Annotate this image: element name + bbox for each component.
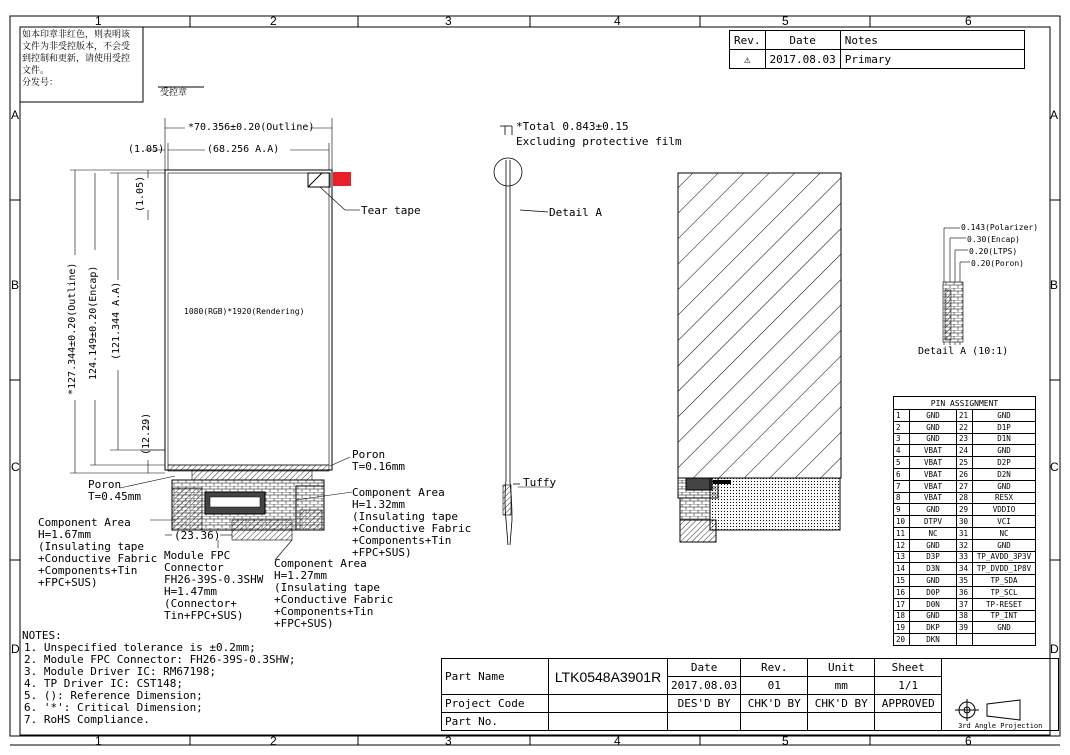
pin-signal: RESX (973, 492, 1036, 504)
pin-signal: D1P (973, 421, 1036, 433)
pin-number: 30 (957, 516, 973, 528)
zone-col-2-bottom: 2 (270, 734, 277, 748)
comp-mid-5: +Components+Tin (274, 605, 374, 618)
detail-layer-3: 0.20(LTPS) (969, 247, 1018, 256)
pin-signal: D2N (973, 468, 1036, 480)
zone-row-b: B (11, 278, 20, 292)
zone-row-a: A (11, 108, 20, 122)
note-4: 4. TP Driver IC: CST148; (24, 677, 183, 690)
pin-signal (973, 634, 1036, 646)
pin-number: 36 (957, 586, 973, 598)
zone-col-4: 4 (614, 14, 621, 28)
pin-number: 21 (957, 410, 973, 422)
pin-title: PIN ASSIGNMENT (894, 397, 1036, 410)
zone-col-1: 1 (95, 14, 102, 28)
tb-sheet: 1/1 (875, 677, 942, 695)
pin-row (894, 610, 1036, 622)
zone-row-d-right: D (1050, 642, 1059, 656)
project-code-label: Project Code (442, 695, 549, 713)
side-detail: Detail A (549, 206, 602, 219)
pin-row (894, 480, 1036, 492)
zone-col-5-bottom: 5 (782, 734, 789, 748)
projection-label: 3rd Angle Projection (942, 659, 1059, 731)
pin-row (894, 563, 1036, 575)
pin-signal: GND (910, 539, 957, 551)
notes-title: NOTES: (22, 629, 62, 642)
pin-number: 17 (894, 598, 910, 610)
zone-col-1-bottom: 1 (95, 734, 102, 748)
pin-row (894, 445, 1036, 457)
zone-col-3-bottom: 3 (445, 734, 452, 748)
pin-signal: D2P (973, 457, 1036, 469)
pin-signal: VDDIO (973, 504, 1036, 516)
fpc-front (192, 470, 312, 480)
tear-tape-red (333, 172, 351, 186)
pin-signal: TP_SCL (973, 586, 1036, 598)
fpc-conn-3: FH26-39S-0.3SHW (164, 573, 264, 586)
pin-number: 24 (957, 445, 973, 457)
zone-col-5: 5 (782, 14, 789, 28)
detail-caption: Detail A (10:1) (918, 346, 1009, 357)
pin-signal: D3N (910, 563, 957, 575)
rev-date: 2017.08.03 (765, 50, 840, 69)
pin-signal: GND (910, 410, 957, 422)
note-5: 5. (): Reference Dimension; (24, 689, 203, 702)
pin-number: 23 (957, 433, 973, 445)
comp-left-3: (Insulating tape (38, 540, 144, 553)
module-outline (165, 170, 332, 470)
pin-number: 9 (894, 504, 910, 516)
side-total: *Total 0.843±0.15 (516, 120, 629, 133)
pin-number: 10 (894, 516, 910, 528)
stamp-label: 受控章 (160, 88, 188, 98)
pin-row (894, 634, 1036, 646)
pin-signal: GND (973, 410, 1036, 422)
project-code-value (549, 695, 668, 713)
dim-left-offset: (1.05) (128, 144, 165, 155)
comp-left-4: +Conductive Fabric (38, 552, 158, 565)
pin-row (894, 586, 1036, 598)
sign-approved (875, 713, 942, 731)
pin-number: 22 (957, 421, 973, 433)
tb-unit-header: Unit (808, 659, 875, 677)
pin-signal: D1N (973, 433, 1036, 445)
pin-number: 33 (957, 551, 973, 563)
fpc-conn-2: Connector (164, 561, 224, 574)
side-excluding: Excluding protective film (516, 135, 682, 148)
pin-number: 12 (894, 539, 910, 551)
tb-sheet-header: Sheet (875, 659, 942, 677)
tb-rev: 01 (741, 677, 808, 695)
pin-number: 5 (894, 457, 910, 469)
pin-row (894, 575, 1036, 587)
zone-col-6-bottom: 6 (965, 734, 972, 748)
note-1: 1. Unspecified tolerance is ±0.2mm; (24, 641, 256, 654)
pin-number: 14 (894, 563, 910, 575)
pin-signal: DKN (910, 634, 957, 646)
poron-left-1: Poron (88, 478, 122, 491)
pin-row (894, 551, 1036, 563)
pin-number: 37 (957, 598, 973, 610)
pin-signal: D0P (910, 586, 957, 598)
pin-signal: GND (910, 421, 957, 433)
zone-row-c-right: C (1050, 460, 1059, 474)
zone-row-d: D (11, 642, 20, 656)
pin-row (894, 504, 1036, 516)
pin-row (894, 492, 1036, 504)
pin-number: 11 (894, 527, 910, 539)
detail-layer-1: 0.143(Polarizer) (961, 223, 1039, 232)
pin-number: 6 (894, 468, 910, 480)
part-name-label: Part Name (442, 659, 549, 695)
stamp-line-3: 到控制和更新，请使用受控 (22, 54, 131, 64)
side-tuffy: Tuffy (523, 476, 557, 489)
pin-number: 28 (957, 492, 973, 504)
pin-number: 7 (894, 480, 910, 492)
tb-date: 2017.08.03 (668, 677, 741, 695)
rear-outline (678, 173, 841, 478)
pin-row (894, 539, 1036, 551)
pin-signal: TP_AVDD_3P3V (973, 551, 1036, 563)
pin-signal: NC (910, 527, 957, 539)
pin-signal: GND (973, 622, 1036, 634)
pin-number: 4 (894, 445, 910, 457)
pin-signal: GND (973, 539, 1036, 551)
pin-signal: D0N (910, 598, 957, 610)
pin-signal: VBAT (910, 445, 957, 457)
notes-header: Notes (840, 31, 1024, 50)
pin-signal: GND (910, 575, 957, 587)
title-block (441, 658, 1059, 731)
note-3: 3. Module Driver IC: RM67198; (24, 665, 217, 678)
poron-label-1: Poron (352, 448, 386, 461)
rev-warning-icon: ⚠ (730, 50, 766, 69)
comp-mid-2: H=1.27mm (274, 569, 327, 582)
pin-row (894, 622, 1036, 634)
rev-notes: Primary (840, 50, 1024, 69)
dim-aa-width: (68.256 A.A) (207, 144, 280, 155)
pin-signal: DTPV (910, 516, 957, 528)
fpc-conn-6: Tin+FPC+SUS) (164, 609, 244, 622)
comp-mid-1: Component Area (274, 557, 367, 570)
comp-right-1: Component Area (352, 486, 445, 499)
pin-assignment-table (893, 396, 1036, 646)
tear-tape-label: Tear tape (361, 204, 421, 217)
sign-des (668, 713, 741, 731)
zone-row-c: C (11, 460, 20, 474)
approved: APPROVED (875, 695, 942, 713)
date-header: Date (765, 31, 840, 50)
pin-signal: GND (973, 445, 1036, 457)
fpc-conn-4: H=1.47mm (164, 585, 217, 598)
poron-left-2: T=0.45mm (88, 490, 141, 503)
revision-table (729, 30, 1025, 69)
comp-right-3: (Insulating tape (352, 510, 458, 523)
pin-number: 8 (894, 492, 910, 504)
dim-bottom-offset: (12.29) (141, 412, 152, 455)
pin-row (894, 598, 1036, 610)
poron-label-2: T=0.16mm (352, 460, 405, 473)
comp-left-6: +FPC+SUS) (38, 576, 98, 589)
tb-date-header: Date (668, 659, 741, 677)
pin-number: 19 (894, 622, 910, 634)
stamp-line-1: 如本印章非红色，则表明该 (22, 30, 131, 40)
tear-tape-mark (308, 173, 330, 187)
zone-col-2: 2 (270, 14, 277, 28)
pin-row (894, 457, 1036, 469)
pin-row (894, 516, 1036, 528)
pin-number: 18 (894, 610, 910, 622)
dim-fpc-offset: (23.36) (174, 529, 221, 542)
fpc-conn-1: Module FPC (164, 549, 231, 562)
pin-signal: VBAT (910, 492, 957, 504)
pin-number: 32 (957, 539, 973, 551)
comp-right-2: H=1.32mm (352, 498, 405, 511)
pin-number: 38 (957, 610, 973, 622)
stamp-line-5: 分发号： (22, 78, 59, 88)
stamp-line-2: 文件为非受控版本，不会受 (22, 42, 131, 52)
pin-signal: GND (910, 504, 957, 516)
comp-mid-3: (Insulating tape (274, 581, 380, 594)
comp-right-5: +Components+Tin (352, 534, 452, 547)
pin-row (894, 421, 1036, 433)
pin-number (957, 634, 973, 646)
zone-col-4-bottom: 4 (614, 734, 621, 748)
pin-number: 25 (957, 457, 973, 469)
pin-number: 2 (894, 421, 910, 433)
zone-row-b-right: B (1050, 278, 1059, 292)
comp-mid-4: +Conductive Fabric (274, 593, 394, 606)
comp-left-5: +Components+Tin (38, 564, 138, 577)
pin-number: 31 (957, 527, 973, 539)
sign-chk-1 (741, 713, 808, 731)
zone-col-6: 6 (965, 14, 972, 28)
detail-layer-2: 0.30(Encap) (967, 235, 1020, 244)
pin-signal: GND (910, 433, 957, 445)
pin-number: 16 (894, 586, 910, 598)
tb-unit: mm (808, 677, 875, 695)
comp-right-6: +FPC+SUS) (352, 546, 412, 559)
pin-number: 3 (894, 433, 910, 445)
pin-number: 20 (894, 634, 910, 646)
pin-row (894, 468, 1036, 480)
pin-signal: VBAT (910, 457, 957, 469)
pin-signal: D3P (910, 551, 957, 563)
pin-signal: NC (973, 527, 1036, 539)
tb-rev-header: Rev. (741, 659, 808, 677)
pin-signal: VBAT (910, 480, 957, 492)
pin-number: 26 (957, 468, 973, 480)
pin-number: 39 (957, 622, 973, 634)
dim-outline-width: *70.356±0.20(Outline) (188, 122, 315, 133)
note-2: 2. Module FPC Connector: FH26-39S-0.3SHW; (24, 653, 296, 666)
dim-top-offset: (1.05) (135, 175, 146, 212)
rev-header: Rev. (730, 31, 766, 50)
pin-signal: VCI (973, 516, 1036, 528)
pin-signal: TP_DVDD_1P8V (973, 563, 1036, 575)
pin-signal: GND (973, 480, 1036, 492)
comp-left-1: Component Area (38, 516, 131, 529)
note-6: 6. '*': Critical Dimension; (24, 701, 203, 714)
chk-by-2: CHK'D BY (808, 695, 875, 713)
pin-signal: DKP (910, 622, 957, 634)
pin-signal: TP_INT (973, 610, 1036, 622)
comp-mid-6: +FPC+SUS) (274, 617, 334, 630)
zone-col-3: 3 (445, 14, 452, 28)
zone-row-a-right: A (1050, 108, 1059, 122)
pin-number: 35 (957, 575, 973, 587)
dim-outline-height: *127.344±0.20(Outline) (67, 262, 78, 395)
pin-signal: VBAT (910, 468, 957, 480)
part-no-label: Part No. (442, 713, 549, 731)
part-no-value (549, 713, 668, 731)
detail-layer-4: 0.20(Poron) (971, 259, 1024, 268)
pin-signal: TP_SDA (973, 575, 1036, 587)
pin-signal: TP-RESET (973, 598, 1036, 610)
part-name: LTK0548A3901R (549, 659, 668, 695)
pin-number: 15 (894, 575, 910, 587)
pin-row (894, 410, 1036, 422)
dim-aa-height: (121.344 A.A) (111, 281, 122, 360)
comp-left-2: H=1.67mm (38, 528, 91, 541)
pin-row (894, 527, 1036, 539)
pin-number: 1 (894, 410, 910, 422)
dim-encap-height: 124.149±0.20(Encap) (88, 265, 99, 380)
pin-number: 27 (957, 480, 973, 492)
stamp-line-4: 文件。 (22, 66, 50, 76)
chk-by-1: CHK'D BY (741, 695, 808, 713)
des-by: DES'D BY (668, 695, 741, 713)
resolution-label: 1080(RGB)*1920(Rendering) (184, 307, 305, 316)
pin-row (894, 433, 1036, 445)
pin-number: 29 (957, 504, 973, 516)
pin-number: 13 (894, 551, 910, 563)
fpc-conn-5: (Connector+ (164, 597, 237, 610)
comp-right-4: +Conductive Fabric (352, 522, 472, 535)
pin-number: 34 (957, 563, 973, 575)
note-7: 7. RoHS Compliance. (24, 713, 150, 726)
pin-signal: GND (910, 610, 957, 622)
sign-chk-2 (808, 713, 875, 731)
